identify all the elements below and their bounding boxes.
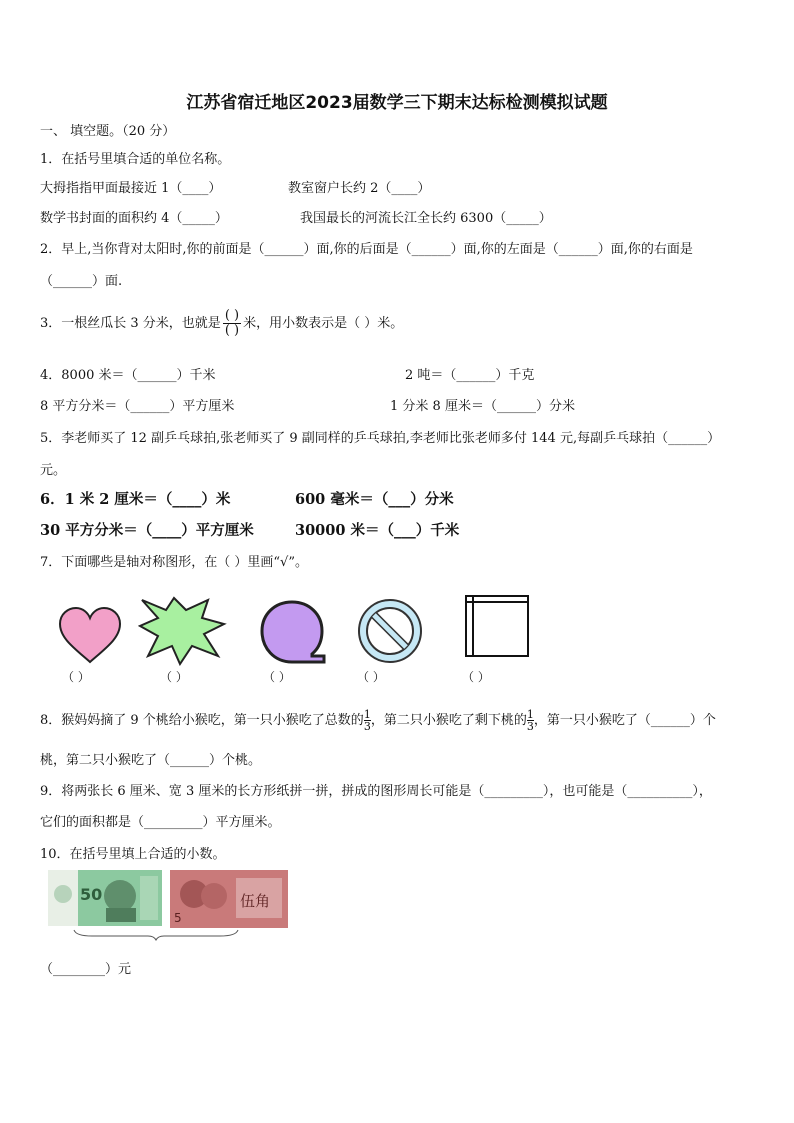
q8-fraction-2 — [527, 709, 534, 732]
starburst-shape — [138, 596, 228, 666]
q8-fraction-1 — [364, 709, 371, 732]
page-title: 江苏省宿迁地区2023届数学三下期末达标检测模拟试题 — [186, 93, 608, 113]
q1-stem: 1．在括号里填合适的单位名称。 — [40, 152, 231, 167]
q3-fraction-num: ( ) — [224, 308, 240, 323]
q7-stem: 7．下面哪些是轴对称图形，在（ ）里画“√”。 — [40, 555, 308, 570]
q8-fraction-2-den: 3 — [526, 720, 534, 733]
prohibition-sign-shape — [355, 596, 425, 666]
q8-line1 — [40, 706, 716, 736]
five-jiao-note-image — [170, 870, 288, 928]
q2-line1: 2．早上,当你背对太阳时,你的前面是（______）面,你的后面是（______）面,你的左面是（______）面,你的右面是 — [40, 242, 693, 257]
q5-line2: 元。 — [40, 463, 67, 478]
q6-b: 600 毫米＝（___）分米 — [295, 491, 454, 508]
q1-c: 数学书封面的面积约 4（_____） — [40, 211, 228, 226]
q8-fraction-1-den: 3 — [363, 720, 371, 733]
brace-underline — [72, 928, 240, 942]
q6-c: 30 平方分米＝（____）平方厘米 — [40, 522, 254, 539]
q4-a: 4．8000 米＝（______）千米 — [40, 368, 216, 383]
q8-fraction-2-num: 1 — [526, 708, 534, 721]
q8-part3: ，第一只小猴吃了（______）个 — [533, 713, 716, 728]
q2-line2: （______）面. — [40, 274, 123, 289]
q8-part2: ，第二只小猴吃了剩下桃的 — [370, 713, 527, 728]
q3-post: 米，用小数表示是（ ）米。 — [243, 316, 404, 331]
q3-pre: 3．一根丝瓜长 3 分米，也就是 — [40, 316, 221, 331]
q3-fraction-den: ( ) — [224, 323, 240, 338]
q8-part1: 8．猴妈妈摘了 9 个桃给小猴吃，第一只小猴吃了总数的 — [40, 713, 364, 728]
q9-line1: 9．将两张长 6 厘米、宽 3 厘米的长方形纸拼一拼，拼成的图形周长可能是（_________），也可能是（__________）， — [40, 784, 712, 799]
q8-line2: 桃，第二只小猴吃了（______）个桃。 — [40, 753, 262, 768]
q7-answer-5[interactable]: （ ） — [462, 670, 490, 684]
q5-line1: 5．李老师买了 12 副乒乓球拍,张老师买了 9 副同样的乒乓球拍,李老师比张老师多付 144 元,每副乒乓球拍（______） — [40, 431, 721, 446]
q7-answer-1[interactable]: （ ） — [62, 670, 90, 684]
section-heading: 一、 填空题。（20 分） — [40, 124, 176, 139]
q1-b: 教室窗户长约 2（____） — [288, 181, 431, 196]
q10-answer: （________）元 — [40, 962, 132, 977]
q4-d: 1 分米 8 厘米＝（______）分米 — [390, 399, 575, 414]
q1-d: 我国最长的河流长江全长约 6300（_____） — [300, 211, 552, 226]
q6-a: 6．1 米 2 厘米＝（____）米 — [40, 491, 231, 508]
heart-shape — [56, 604, 124, 666]
q7-answer-2[interactable]: （ ） — [160, 670, 188, 684]
speech-bubble-shape — [258, 598, 330, 666]
q9-line2: 它们的面积都是（_________）平方厘米。 — [40, 815, 281, 830]
note-5-label: 伍角 — [240, 892, 271, 910]
q4-c: 8 平方分米＝（______）平方厘米 — [40, 399, 235, 414]
note-50-label: 50 — [80, 885, 103, 904]
fifty-yuan-note-image — [48, 870, 162, 926]
q1-a: 大拇指指甲面最接近 1（____） — [40, 181, 222, 196]
q3-fraction — [223, 309, 241, 338]
framed-square-shape — [464, 594, 530, 658]
q8-fraction-1-num: 1 — [363, 708, 371, 721]
q7-answer-4[interactable]: （ ） — [357, 670, 385, 684]
q4-b: 2 吨＝（______）千克 — [405, 368, 535, 383]
q10-stem: 10．在括号里填上合适的小数。 — [40, 847, 226, 862]
q7-answer-3[interactable]: （ ） — [263, 670, 291, 684]
q6-d: 30000 米＝（___）千米 — [295, 522, 460, 539]
note-5-digit: 5 — [174, 911, 182, 925]
q3-line — [40, 302, 403, 346]
